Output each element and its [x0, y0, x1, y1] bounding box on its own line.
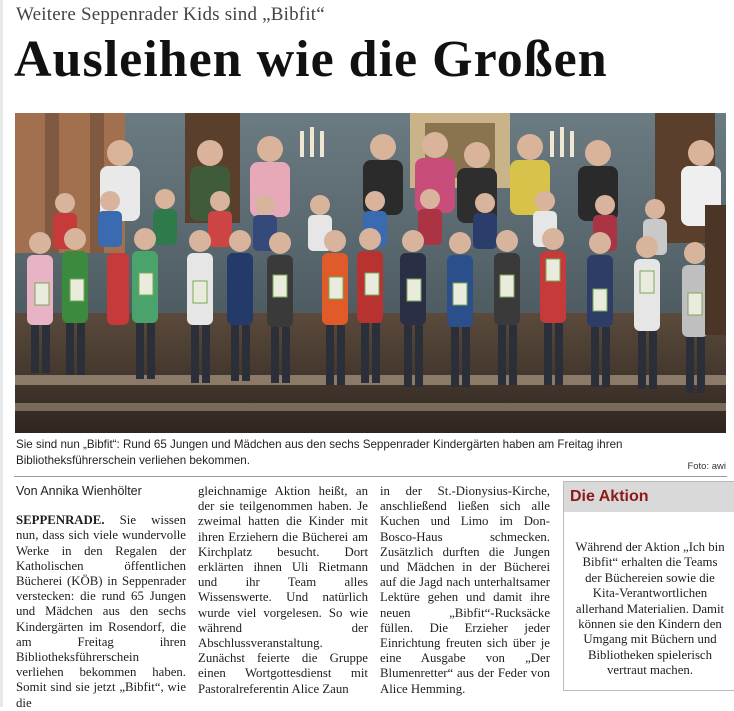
article-kicker: Weitere Seppenrader Kids sind „Bibfit“ — [16, 4, 325, 25]
article-text-2: gleichnamige Aktion heißt, an der sie teilgenommen haben. Je zweimal hatten die Kinder mit ihren Erziehern die Bücherei am Kirchplatz besucht. Dort erklärten ihnen Uli Rietmann und ihr Team alles Wissenswerte. Und natürlich wurde viel vorgelesen. So wie während der Abschlussveranstaltung. Zunächst feierte die Gruppe einen Wortgottesdienst mit Pastoralreferentin Alice Zaun — [198, 484, 368, 696]
article-column-1 — [16, 484, 186, 711]
article-body-1 — [16, 513, 186, 711]
photo-credit: Foto: awi — [687, 461, 726, 472]
group-photo — [15, 113, 726, 433]
info-box — [563, 481, 734, 691]
byline: Von Annika Wienhölter — [16, 484, 142, 498]
info-box-text: Während der Aktion „Ich bin Bibfit“ erhalten die Teams der Büchereien sowie die Kita-Verantwortlichen allerhand Materialien. Damit können sie den Kindern den Umgang mit Büchern und Bibliotheken spielerisch vertraut machen. — [575, 540, 725, 678]
article-column-2 — [198, 484, 368, 697]
page-edge — [0, 0, 3, 707]
article-text-3: in der St.-Dionysius-Kirche, anschließend ließen sich alle Kuchen und Limo im Don-Bosco-Haus schmecken. Zusätzlich durften die Jungen und Mädchen in der Bücherei auf die Jagd nach unterhaltsamer Lektüre gehen und damit ihre neuen „Bibfit“-Rucksäcke füllen. Die Erzieher jeder Einrichtung freuten sich über je eine Ausgabe von „Der Blumenretter“ aus der Feder von Alice Hemming. — [380, 484, 550, 696]
article-column-3 — [380, 484, 550, 697]
info-box-title: Die Aktion — [564, 482, 734, 512]
divider — [14, 476, 727, 477]
photo-caption: Sie sind nun „Bibfit“: Rund 65 Jungen und Mädchen aus den sechs Seppenrader Kindergärten haben am Freitag ihren Bibliotheksführerschein verliehen bekommen. — [16, 438, 623, 467]
article-text-1: Sie wissen nun, dass sich viele wundervolle Werke in den Regalen der Katholischen öffentlichen Bücherei (KÖB) in Seppenrader verstecken: die rund 65 Jungen und Mädchen aus den sechs Kindergärten im Rosendorf, die am Freitag ihren Bibliotheksführerschein verliehen bekommen haben. Somit sind sie jetzt „Bibfit“, wie die — [16, 513, 186, 710]
dateline: SEPPENRADE. — [16, 513, 105, 528]
article-headline: Ausleihen wie die Großen — [14, 31, 608, 88]
